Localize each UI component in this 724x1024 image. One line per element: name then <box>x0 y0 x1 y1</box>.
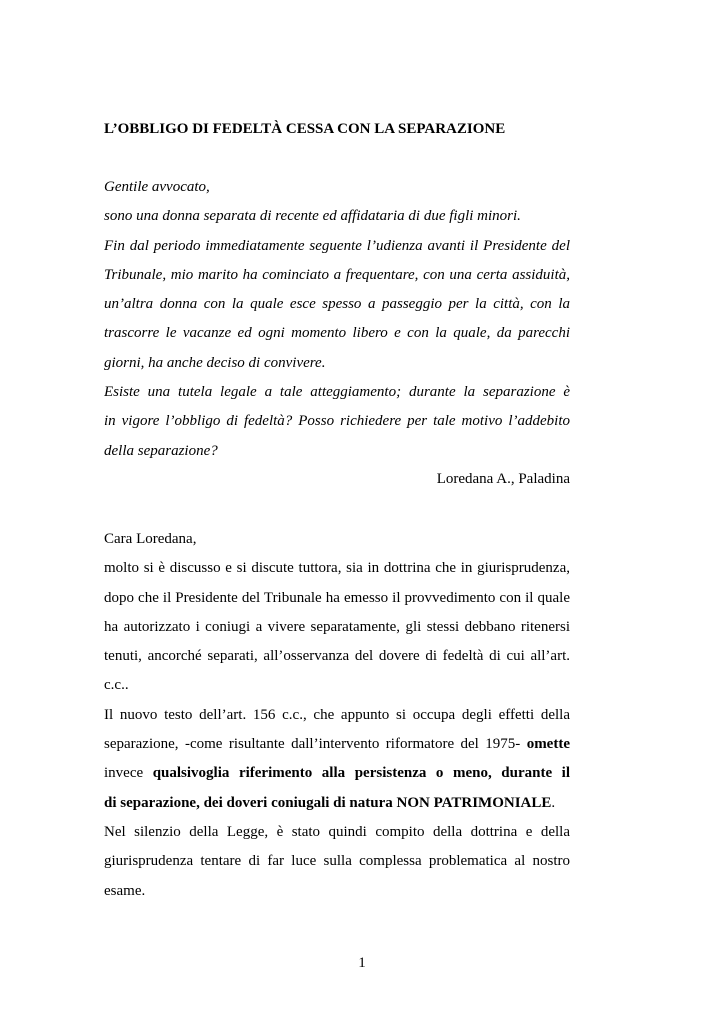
letter-line: della separazione? <box>104 442 218 459</box>
letter-line: giorni, ha anche deciso di convivere. <box>104 354 326 371</box>
reply-line: Nel silenzio della Legge, è stato quindi compito della dottrina e della <box>104 823 570 840</box>
reply-body <box>104 525 570 906</box>
document-title: L’OBBLIGO DI FEDELTÀ CESSA CON LA SEPARAZIONE <box>104 121 506 137</box>
reply-line-mixed <box>104 759 570 788</box>
reply-text: invece <box>104 765 153 782</box>
reply-bold-text: di separazione, dei doveri coniugali di natura NON PATRIMONIALE <box>104 794 552 811</box>
letter-line: Esiste una tutela legale a tale atteggiamento; durante la separazione è <box>104 384 570 401</box>
letter-signature-block <box>104 465 570 494</box>
reply-text: . <box>551 794 556 811</box>
letter-line: in vigore l’obbligo di fedeltà? Posso richiedere per tale motivo l’addebito <box>104 413 570 430</box>
letter-greeting: Gentile avvocato, <box>104 179 210 195</box>
reply-line: giurisprudenza tentare di far luce sulla complessa problematica al nostro <box>104 853 570 870</box>
letter-body <box>104 173 570 466</box>
reply-line: molto si è discusso e si discute tuttora, sia in dottrina che in giurisprudenza, <box>104 560 570 577</box>
page-number: 1 <box>358 955 366 971</box>
letter-line: Fin dal periodo immediatamente seguente l’udienza avanti il Presidente del <box>104 237 570 254</box>
letter-line: trascorre le vacanze ed ogni momento libero e con la quale, da parecchi <box>104 325 570 342</box>
reply-line-mixed <box>104 789 570 818</box>
letter-line: un’altra donna con la quale esce spesso a passeggio per la città, con la <box>104 296 570 313</box>
reply-line: esame. <box>104 882 146 899</box>
reply-line: tenuti, ancorché separati, all’osservanza del dovere di fedeltà di cui all’art. <box>104 648 570 665</box>
reply-line: Il nuovo testo dell’art. 156 c.c., che appunto si occupa degli effetti della <box>104 706 570 723</box>
reply-line: dopo che il Presidente del Tribunale ha emesso il provvedimento con il quale <box>104 589 570 606</box>
letter-signature: Loredana A., Paladina <box>436 471 570 487</box>
reply-line: c.c.. <box>104 677 129 694</box>
letter-line: Tribunale, mio marito ha cominciato a frequentare, con una certa assiduità, <box>104 266 570 283</box>
letter-line: sono una donna separata di recente ed affidataria di due figli minori. <box>104 208 521 225</box>
reply-text: separazione, -come risultante dall’intervento riformatore del 1975- <box>104 736 527 753</box>
reply-line-mixed <box>104 730 570 759</box>
reply-salutation: Cara Loredana, <box>104 531 197 547</box>
reply-bold-text: qualsivoglia riferimento alla persistenza o meno, durante il <box>152 765 570 782</box>
reply-line: ha autorizzato i coniugi a vivere separatamente, gli stessi debbano ritenersi <box>104 618 570 635</box>
reply-bold-text: omette <box>526 736 570 753</box>
